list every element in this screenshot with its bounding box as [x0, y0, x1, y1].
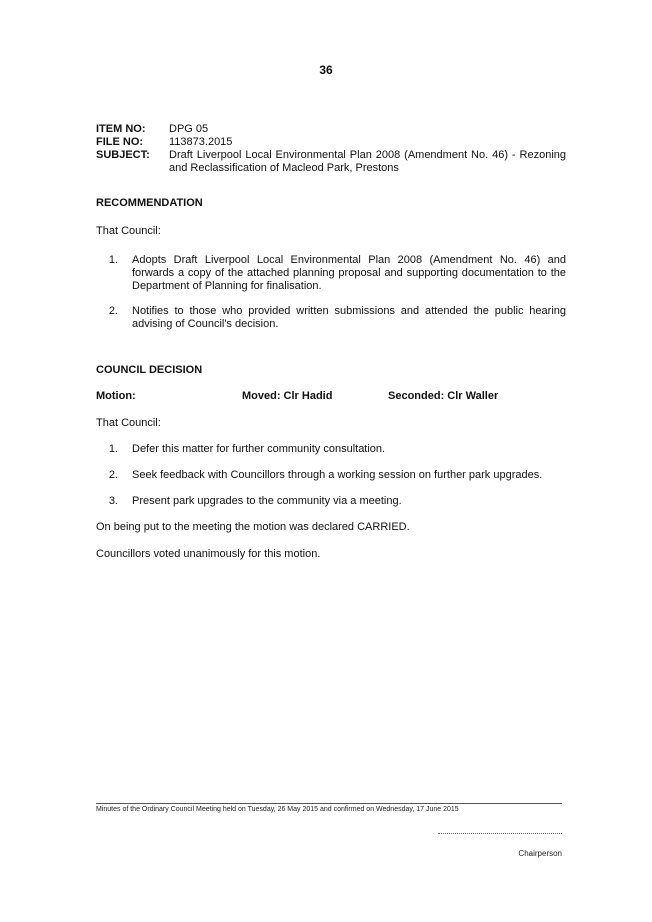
motion-result: On being put to the meeting the motion was declared CARRIED.	[96, 521, 410, 533]
item-header	[96, 123, 566, 175]
page-number: 36	[319, 63, 333, 77]
file-no-label: FILE NO:	[96, 136, 144, 148]
list-item	[96, 305, 566, 331]
list-item-text: Adopts Draft Liverpool Local Environmental Plan 2008 (Amendment No. 46) and forwards a copy of the attached planning proposal and supporting documentation to the Department of Planning for finalisation.	[132, 254, 566, 292]
file-no-value: 113873.2015	[169, 136, 233, 148]
list-item	[96, 254, 566, 293]
decision-intro: That Council:	[96, 417, 161, 429]
motion-row	[96, 390, 566, 404]
list-item-text: Defer this matter for further community consultation.	[132, 443, 386, 455]
footer-divider	[96, 803, 562, 804]
list-item	[96, 495, 566, 521]
recommendation-heading: RECOMMENDATION	[96, 197, 203, 209]
seconded-by: Seconded: Clr Waller	[388, 390, 499, 402]
list-item-number: 2.	[108, 305, 118, 317]
subject-value: Draft Liverpool Local Environmental Plan 2008 (Amendment No. 46) - Rezoning and Reclassification of Macleod Park, Prestons	[169, 149, 566, 174]
list-item-text: Notifies to those who provided written submissions and attended the public hearing advising of Council's decision.	[132, 305, 566, 330]
moved-by: Moved: Clr Hadid	[242, 390, 333, 402]
list-item	[96, 469, 566, 495]
chairperson-label: Chairperson	[518, 849, 562, 858]
council-decision-heading: COUNCIL DECISION	[96, 364, 203, 376]
subject-row	[96, 149, 566, 175]
signature-line	[438, 833, 562, 834]
motion-label: Motion:	[96, 390, 136, 402]
footer-minutes-text: Minutes of the Ordinary Council Meeting held on Tuesday, 26 May 2015 and confirmed on Wednesday, 17 June 2015	[96, 806, 459, 813]
item-no-value: DPG 05	[169, 123, 209, 135]
recommendation-list	[96, 254, 566, 343]
list-item	[96, 443, 566, 469]
decision-list	[96, 443, 566, 521]
recommendation-intro: That Council:	[96, 225, 161, 237]
list-item-number: 1.	[108, 254, 118, 266]
item-no-row	[96, 123, 566, 136]
list-item-text: Present park upgrades to the community via a meeting.	[132, 495, 402, 507]
item-no-label: ITEM NO:	[96, 123, 146, 135]
file-no-row	[96, 136, 566, 149]
list-item-text: Seek feedback with Councillors through a working session on further park upgrades.	[132, 469, 543, 481]
list-item-number: 3.	[108, 495, 118, 507]
list-item-number: 1.	[108, 443, 118, 455]
subject-label: SUBJECT:	[96, 149, 150, 161]
list-item-number: 2.	[108, 469, 118, 481]
vote-statement: Councillors voted unanimously for this motion.	[96, 548, 321, 560]
